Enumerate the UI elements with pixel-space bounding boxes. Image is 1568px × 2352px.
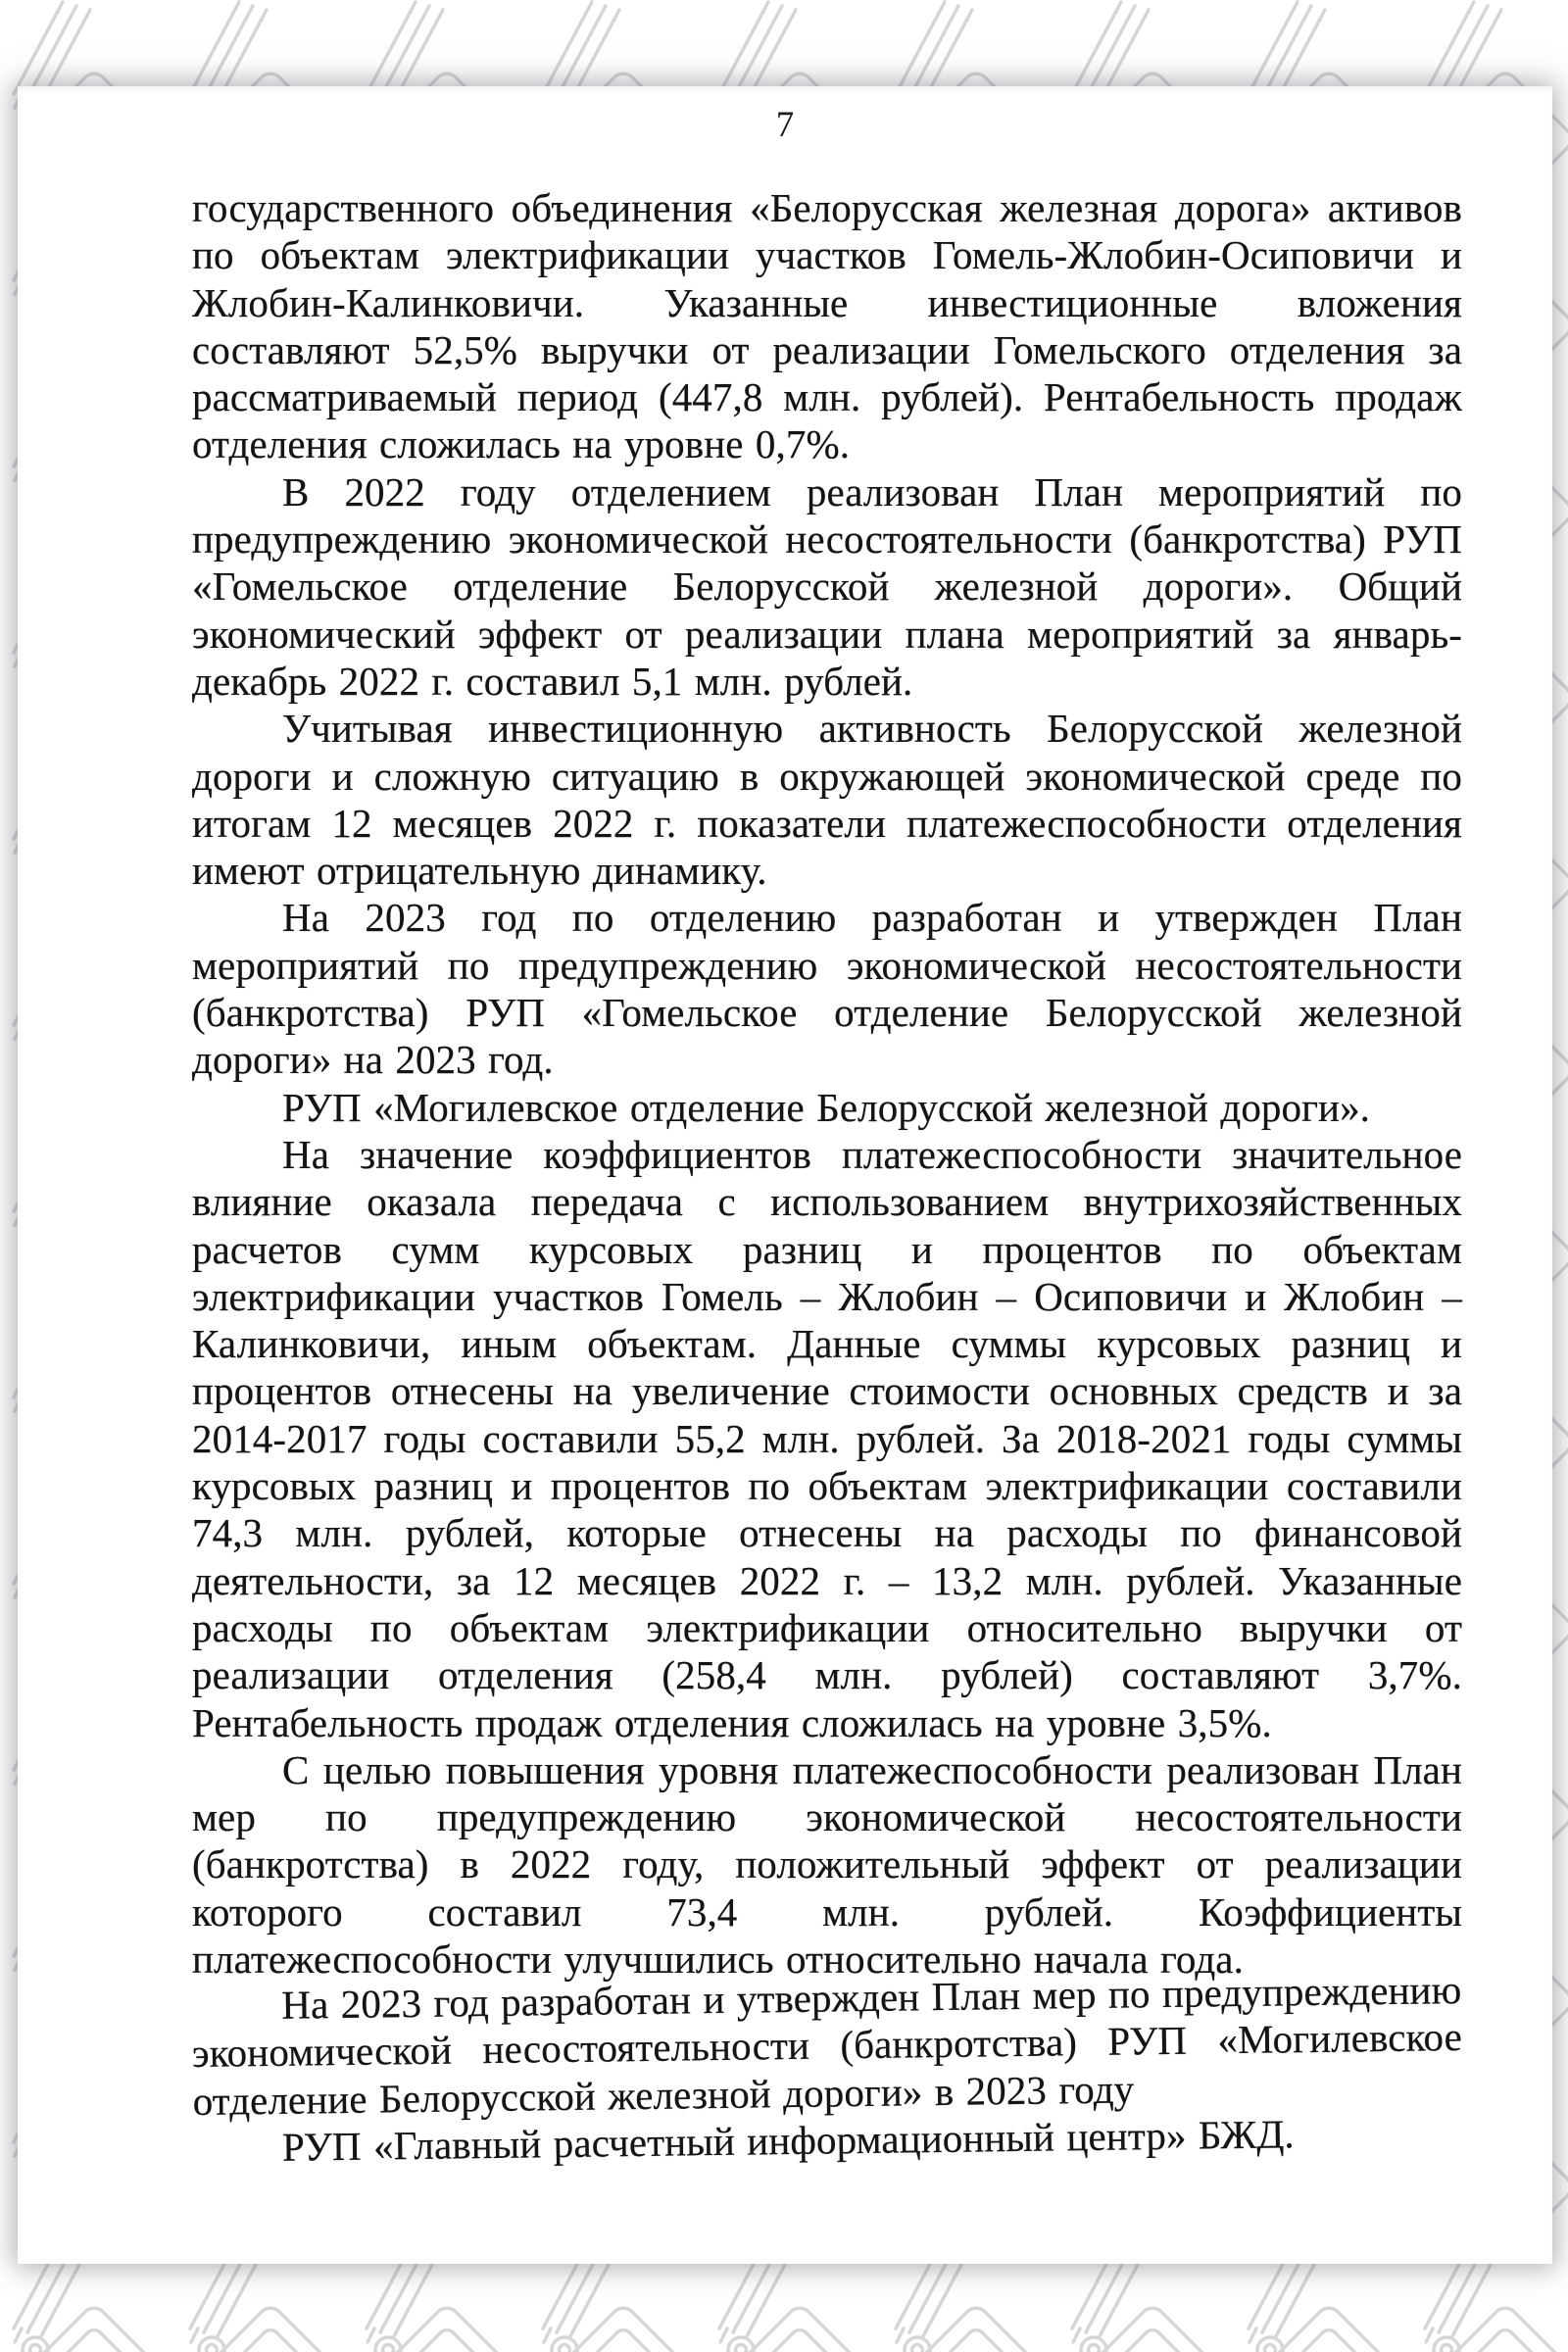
paragraph: РУП «Главный расчетный информационный центр» БЖД. (281, 2111, 1295, 2170)
document-page (18, 86, 1552, 2264)
paragraph: В 2022 году отделением реализован План мероприятий по предупреждению экономической несостоятельности (банкротства) РУП «Гомельское отделение Белорусской железной дороги». Общий экономический эффект от реализации плана мероприятий за январь-декабрь 2022 г. составил 5,1 млн. рублей. (192, 468, 1462, 704)
paragraph: На 2023 год разработан и утвержден План мер по предупреждению экономической несостоятельности (банкротства) РУП «Могилевское отделение Белорусской железной дороги» в 2023 году (191, 1967, 1463, 2124)
paragraph: На 2023 год по отделению разработан и утвержден План мероприятий по предупреждению экономической несостоятельности (банкротства) РУП «Гомельское отделение Белорусской железной дороги» на 2023 год. (192, 895, 1462, 1083)
paragraphs (192, 184, 1462, 2172)
paragraph: РУП «Могилевское отделение Белорусской железной дороги». (282, 1084, 1371, 1130)
paragraph: С целью повышения уровня платежеспособности реализован План мер по предупреждению экономической несостоятельности (банкротства) в 2022 году, положительный эффект от реализации которого составил 73,4 млн. рублей. Коэффициенты платежеспособности улучшились относительно начала года. (192, 1746, 1462, 1982)
paragraph: На значение коэффициентов платежеспособности значительное влияние оказала передача с использованием внутрихозяйственных расчетов сумм курсовых разниц и процентов по объектам электрификации участков Гомель – Жлобин – Осиповичи и Жлобин – Калинковичи, иным объектам. Данные суммы курсовых разниц и процентов отнесены на увеличение стоимости основных средств и за 2014-2017 годы составили 55,2 млн. рублей. За 2018-2021 годы суммы курсовых разниц и процентов по объектам электрификации составили 74,3 млн. рублей, которые отнесены на расходы по финансовой деятельности, за 12 месяцев 2022 г. – 13,2 млн. рублей. Указанные расходы по объектам электрификации относительно выручки от реализации отделения (258,4 млн. рублей) составляют 3,7%. Рентабельность продаж отделения сложилась на уровне 3,5%. (192, 1131, 1462, 1745)
paragraph: Учитывая инвестиционную активность Белорусской железной дороги и сложную ситуацию в окружающей экономической среде по итогам 12 месяцев 2022 г. показатели платежеспособности отделения имеют отрицательную динамику. (192, 706, 1462, 894)
paragraph: государственного объединения «Белорусская железная дорога» активов по объектам электрификации участков Гомель-Жлобин-Осиповичи и Жлобин-Калинковичи. Указанные инвестиционные вложения составляют 52,5% выручки от реализации Гомельского отделения за рассматриваемый период (447,8 млн. рублей). Рентабельность продаж отделения сложилась на уровне 0,7%. (192, 185, 1462, 467)
page-number: 7 (775, 105, 795, 145)
